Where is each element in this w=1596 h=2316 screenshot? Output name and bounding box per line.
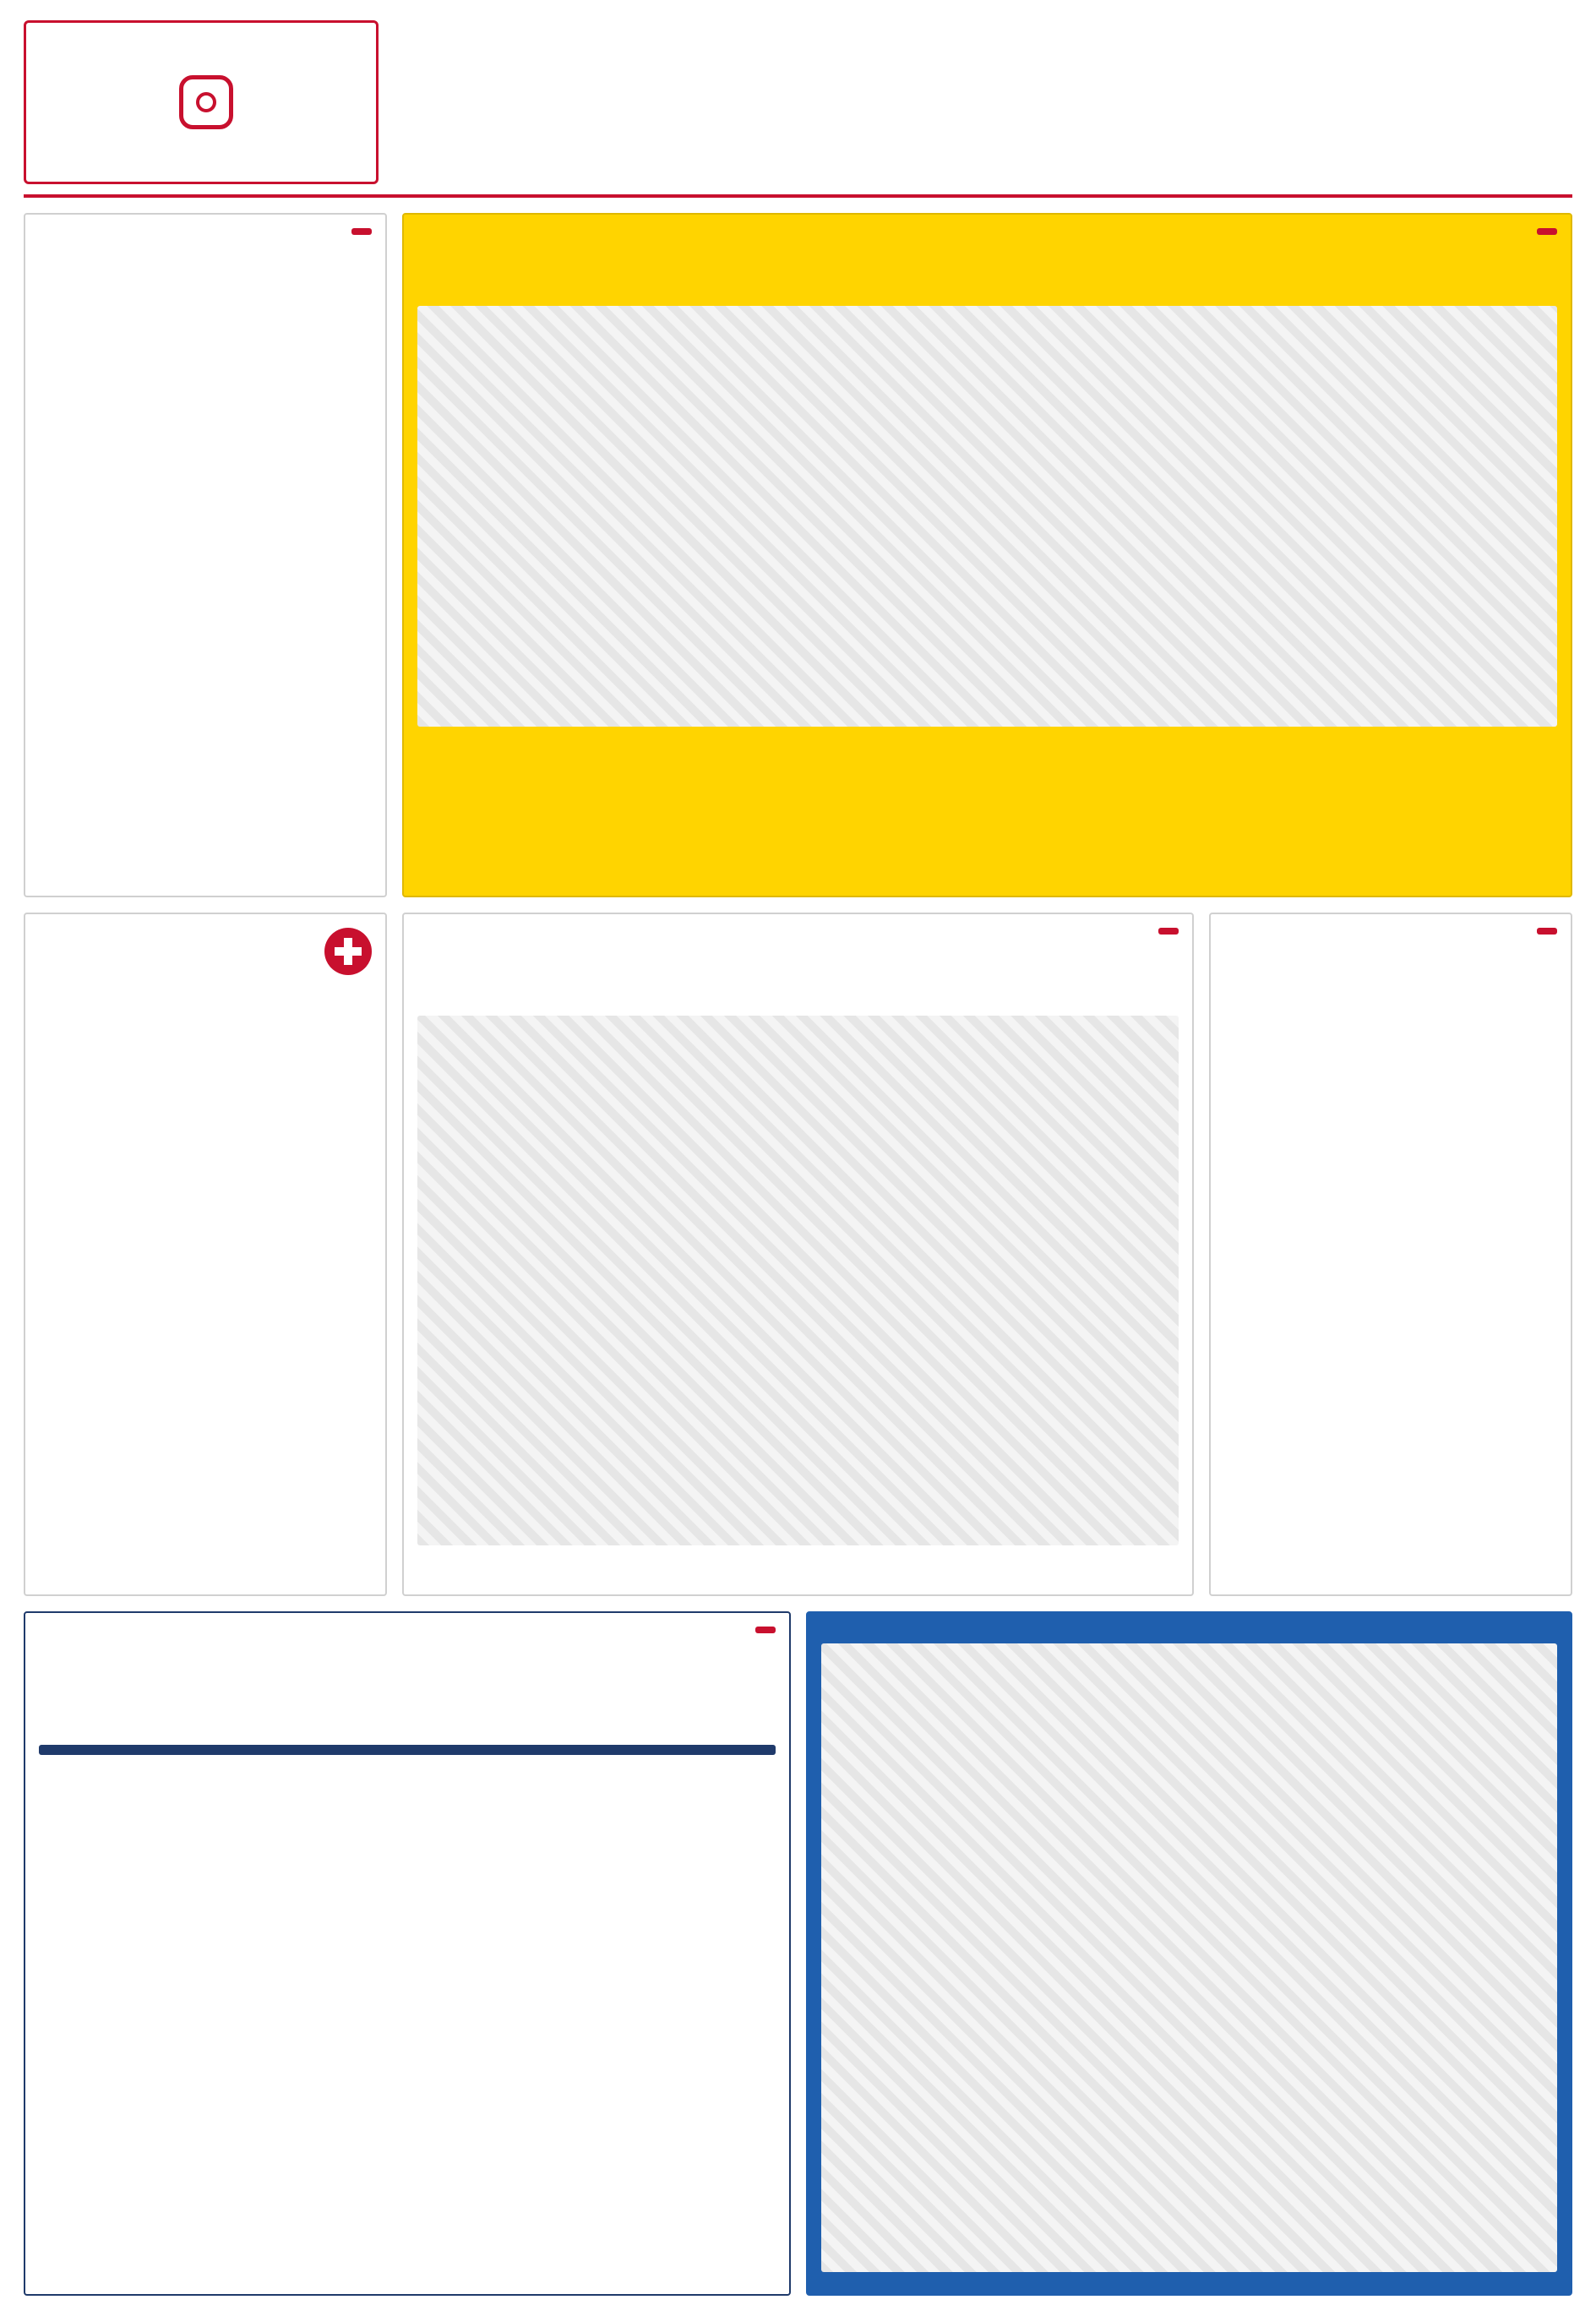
feature-story <box>402 213 1572 897</box>
report-sidebar <box>24 213 387 897</box>
interview-photo <box>417 1016 1179 1545</box>
public-notice <box>24 1611 791 2296</box>
feature-photo <box>417 306 1557 727</box>
report-section-label <box>351 228 372 235</box>
masthead-teaser <box>394 20 1202 184</box>
masthead-promo <box>24 20 379 184</box>
interview-section-label <box>1158 928 1179 935</box>
logo-block <box>1217 20 1572 184</box>
short-notes <box>1209 913 1572 1597</box>
masthead <box>24 20 1572 198</box>
notice-section-label <box>755 1627 776 1633</box>
plus-icon <box>324 928 372 975</box>
feature-section-label <box>1537 228 1557 235</box>
bottom-row <box>24 1611 1572 2296</box>
feature-row <box>24 213 1572 897</box>
short-notes-label <box>1537 928 1557 935</box>
interview-story <box>402 913 1194 1597</box>
instagram-icon <box>179 75 233 129</box>
middle-row <box>24 913 1572 1597</box>
advertisement <box>806 1611 1573 2296</box>
ad-product-image <box>821 1643 1558 2272</box>
notice-footer <box>39 1745 776 1755</box>
callout-box <box>24 913 387 1597</box>
